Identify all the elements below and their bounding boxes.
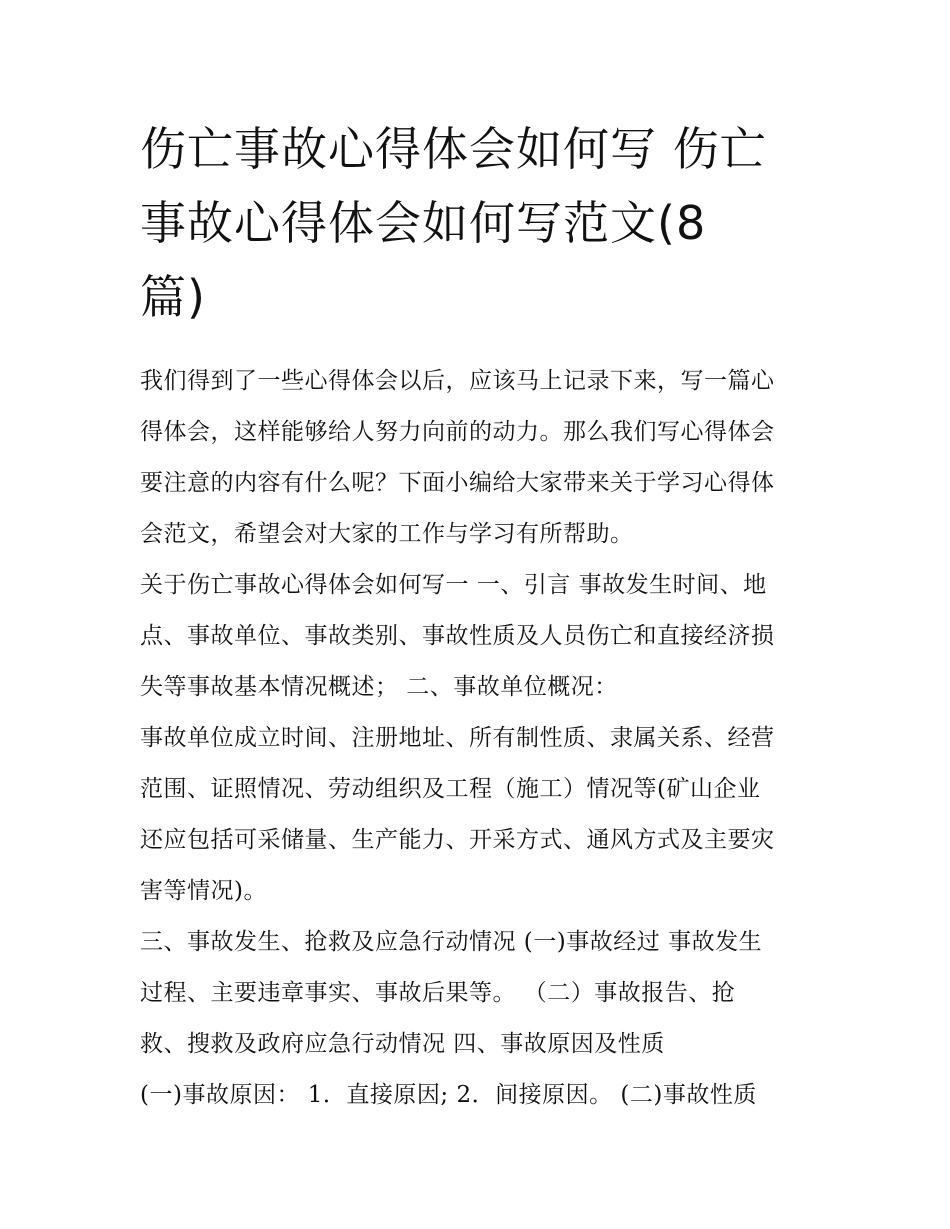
text-line: 我们得到了一些心得体会以后，应该马上记录下来，写一篇心 [140,368,775,394]
text-line: 关于伤亡事故心得体会如何写一 一、引言 事故发生时间、地 [140,572,767,598]
document-title [140,112,830,334]
text-line: 会范文，希望会对大家的工作与学习有所帮助。 [140,521,634,547]
paragraph-unit-overview [140,713,830,917]
paragraph-section-3-4 [140,917,830,1070]
text-line: 过程、主要违章事实、事故后果等。 （二）事故报告、抢 [140,980,736,1006]
document-body [140,356,830,1121]
text-line: 三、事故发生、抢救及应急行动情况 (一)事故经过 事故发生 [140,929,763,955]
paragraph-intro [140,356,830,560]
text-line: 得体会，这样能够给人努力向前的动力。那么我们写心得体会 [140,419,775,445]
title-line-1: 伤亡事故心得体会如何写 伤亡 [140,122,767,176]
text-line: 点、事故单位、事故类别、事故性质及人员伤亡和直接经济损 [140,623,775,649]
text-line: 范围、证照情况、劳动组织及工程（施工）情况等(矿山企业 [140,776,761,802]
title-line-3: 篇) [140,270,206,324]
text-line: 害等情况)。 [140,878,267,904]
text-line: 事故单位成立时间、注册地址、所有制性质、隶属关系、经营 [140,725,775,751]
text-line: (一)事故原因： 1．直接原因; 2．间接原因。 (二)事故性质 [140,1082,757,1108]
text-line: 还应包括可采储量、生产能力、开采方式、通风方式及主要灾 [140,827,775,853]
paragraph-causes [140,1070,830,1121]
title-line-2: 事故心得体会如何写范文(8 [140,196,707,250]
paragraph-section-1-2 [140,560,830,713]
text-line: 救、搜救及政府应急行动情况 四、事故原因及性质 [140,1031,665,1057]
text-line: 失等事故基本情况概述； 二、事故单位概况： [140,674,618,700]
text-line: 要注意的内容有什么呢？下面小编给大家带来关于学习心得体 [140,470,775,496]
